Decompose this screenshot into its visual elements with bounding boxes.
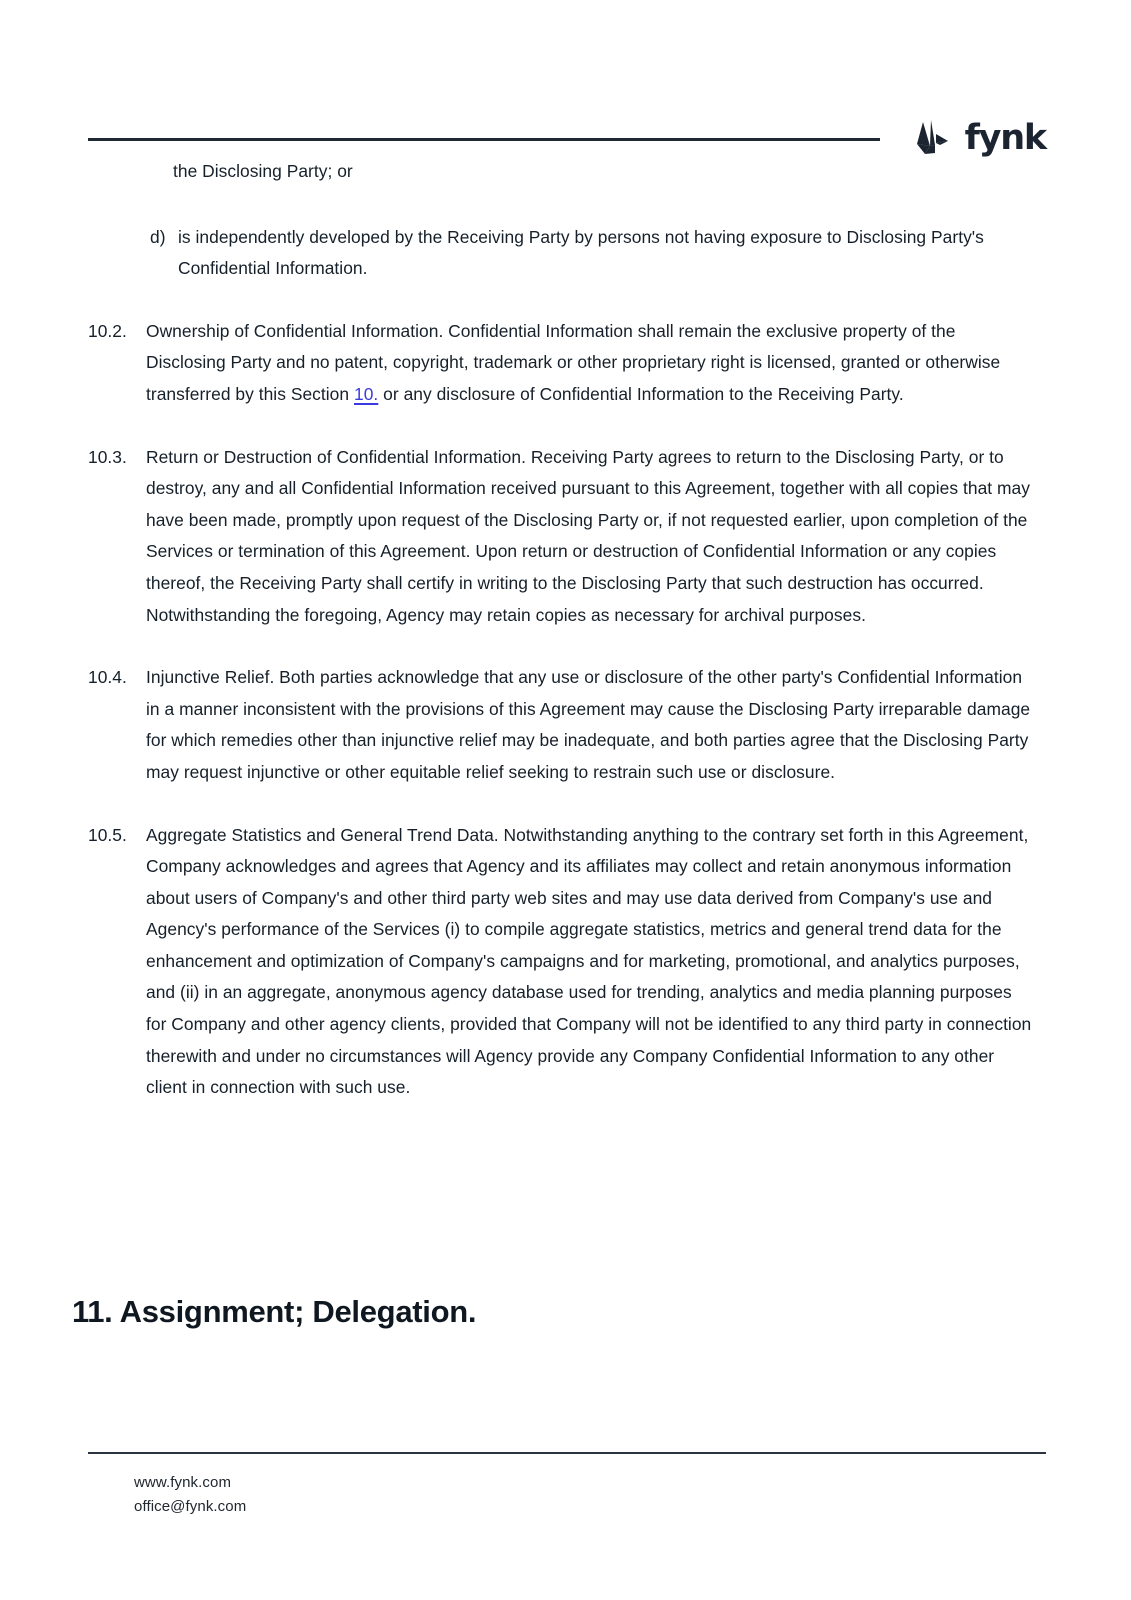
footer-divider: [88, 1452, 1046, 1454]
list-item-text: is independently developed by the Receiving Party by persons not having exposure to Disclosing Party's Confidential Information.: [178, 226, 984, 279]
page-footer: [88, 1452, 1046, 1519]
list-item-marker: d): [150, 226, 166, 247]
page-header: [88, 100, 1046, 156]
clause-10-5: [88, 820, 1033, 1104]
header-divider: [88, 138, 880, 141]
logo-wordmark: fynk: [964, 117, 1046, 158]
clause-number: 10.2.: [88, 320, 127, 341]
clause-number: 10.5.: [88, 824, 127, 845]
list-item-d: [150, 222, 1033, 285]
footer-contact: [88, 1471, 1046, 1519]
clause-text-after-link: or any disclosure of Confidential Information to the Receiving Party.: [378, 383, 904, 404]
clause-text: Return or Destruction of Confidential Information. Receiving Party agrees to return to the Disclosing Party, or to destroy, any and all Confidential Information received pursuant to this Agreement, together with all copies that may have been made, promptly upon request of the Disclosing Party or, if not requested earlier, upon completion of the Services or termination of this Agreement. Upon return or destruction of Confidential Information or any copies thereof, the Receiving Party shall certify in writing to the Disclosing Party that such destruction has occurred. Notwithstanding the foregoing, Agency may retain copies as necessary for archival purposes.: [146, 446, 1030, 625]
continuation-line: the Disclosing Party; or: [173, 161, 353, 181]
clause-10-2: [88, 316, 1033, 411]
section-10-crossref-link[interactable]: 10.: [353, 383, 379, 404]
footer-email[interactable]: office@fynk.com: [134, 1498, 247, 1515]
document-body: [88, 152, 1033, 1104]
section-11-heading: 11. Assignment; Delegation.: [72, 1293, 477, 1329]
clause-text-before-link: Ownership of Confidential Information. Confidential Information shall remain the exclusive property of the Disclosing Party and no patent, copyright, trademark or other proprietary right is licensed, granted or otherwise transferred by this Section: [146, 320, 1001, 404]
clause-text: Injunctive Relief. Both parties acknowledge that any use or disclosure of the other party's Confidential Information in a manner inconsistent with the provisions of this Agreement may cause the Disclosing Party irreparable damage for which remedies other than injunctive relief may be inadequate, and both parties agree that the Disclosing Party may request injunctive or other equitable relief seeking to restrain such use or disclosure.: [146, 667, 1031, 782]
clause-number: 10.4.: [88, 667, 127, 688]
clause-number: 10.3.: [88, 446, 127, 467]
clause-text: Aggregate Statistics and General Trend Data. Notwithstanding anything to the contrary set forth in this Agreement, Company acknowledges and agrees that Agency and its affiliates may collect and retain anonymous information about users of Company's and other third party web sites and may use data derived from Company's use and Agency's performance of the Services (i) to compile aggregate statistics, metrics and general trend data for the enhancement and optimization of Company's campaigns and for marketing, promotional, and analytics purposes, and (ii) in an aggregate, anonymous agency database used for trending, analytics and media planning purposes for Company and other agency clients, provided that Company will not be identified to any third party in connection therewith and under no circumstances will Agency provide any Company Confidential Information to any other client in connection with such use.: [146, 824, 1032, 1098]
footer-website[interactable]: www.fynk.com: [134, 1474, 232, 1491]
clause-10-3: [88, 442, 1033, 632]
clause-10-4: [88, 662, 1033, 788]
